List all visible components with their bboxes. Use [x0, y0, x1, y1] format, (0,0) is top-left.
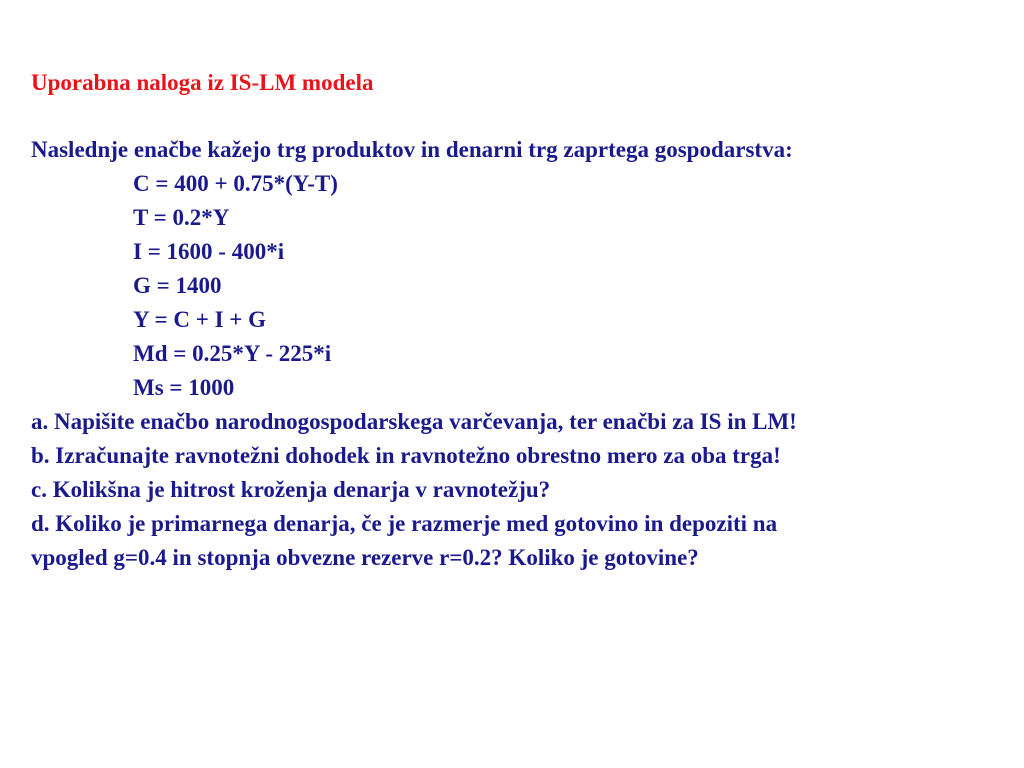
equation-taxes: T = 0.2*Y	[133, 205, 230, 230]
question-c: c. Kolikšna je hitrost kroženja denarja v ravnotežju?	[31, 477, 551, 502]
question-a: a. Napišite enačbo narodnogospodarskega varčevanja, ter enačbi za IS in LM!	[31, 409, 797, 434]
question-d-line-2: vpogled g=0.4 in stopnja obvezne rezerve r=0.2? Koliko je gotovine?	[31, 545, 699, 570]
equation-money-supply: Ms = 1000	[133, 375, 235, 400]
equation-money-demand: Md = 0.25*Y - 225*i	[133, 341, 332, 366]
equation-output: Y = C + I + G	[133, 307, 267, 332]
question-b: b. Izračunajte ravnotežni dohodek in ravnotežno obrestno mero za oba trga!	[31, 443, 781, 468]
question-d-line-1: d. Koliko je primarnega denarja, če je razmerje med gotovino in depoziti na	[31, 511, 778, 536]
equation-consumption: C = 400 + 0.75*(Y-T)	[133, 171, 338, 196]
equation-investment: I = 1600 - 400*i	[133, 239, 285, 264]
slide-title: Uporabna naloga iz IS-LM modela	[31, 70, 374, 95]
intro-text: Naslednje enačbe kažejo trg produktov in denarni trg zaprtega gospodarstva:	[31, 137, 793, 162]
equation-government: G = 1400	[133, 273, 222, 298]
slide-body	[31, 133, 1011, 575]
